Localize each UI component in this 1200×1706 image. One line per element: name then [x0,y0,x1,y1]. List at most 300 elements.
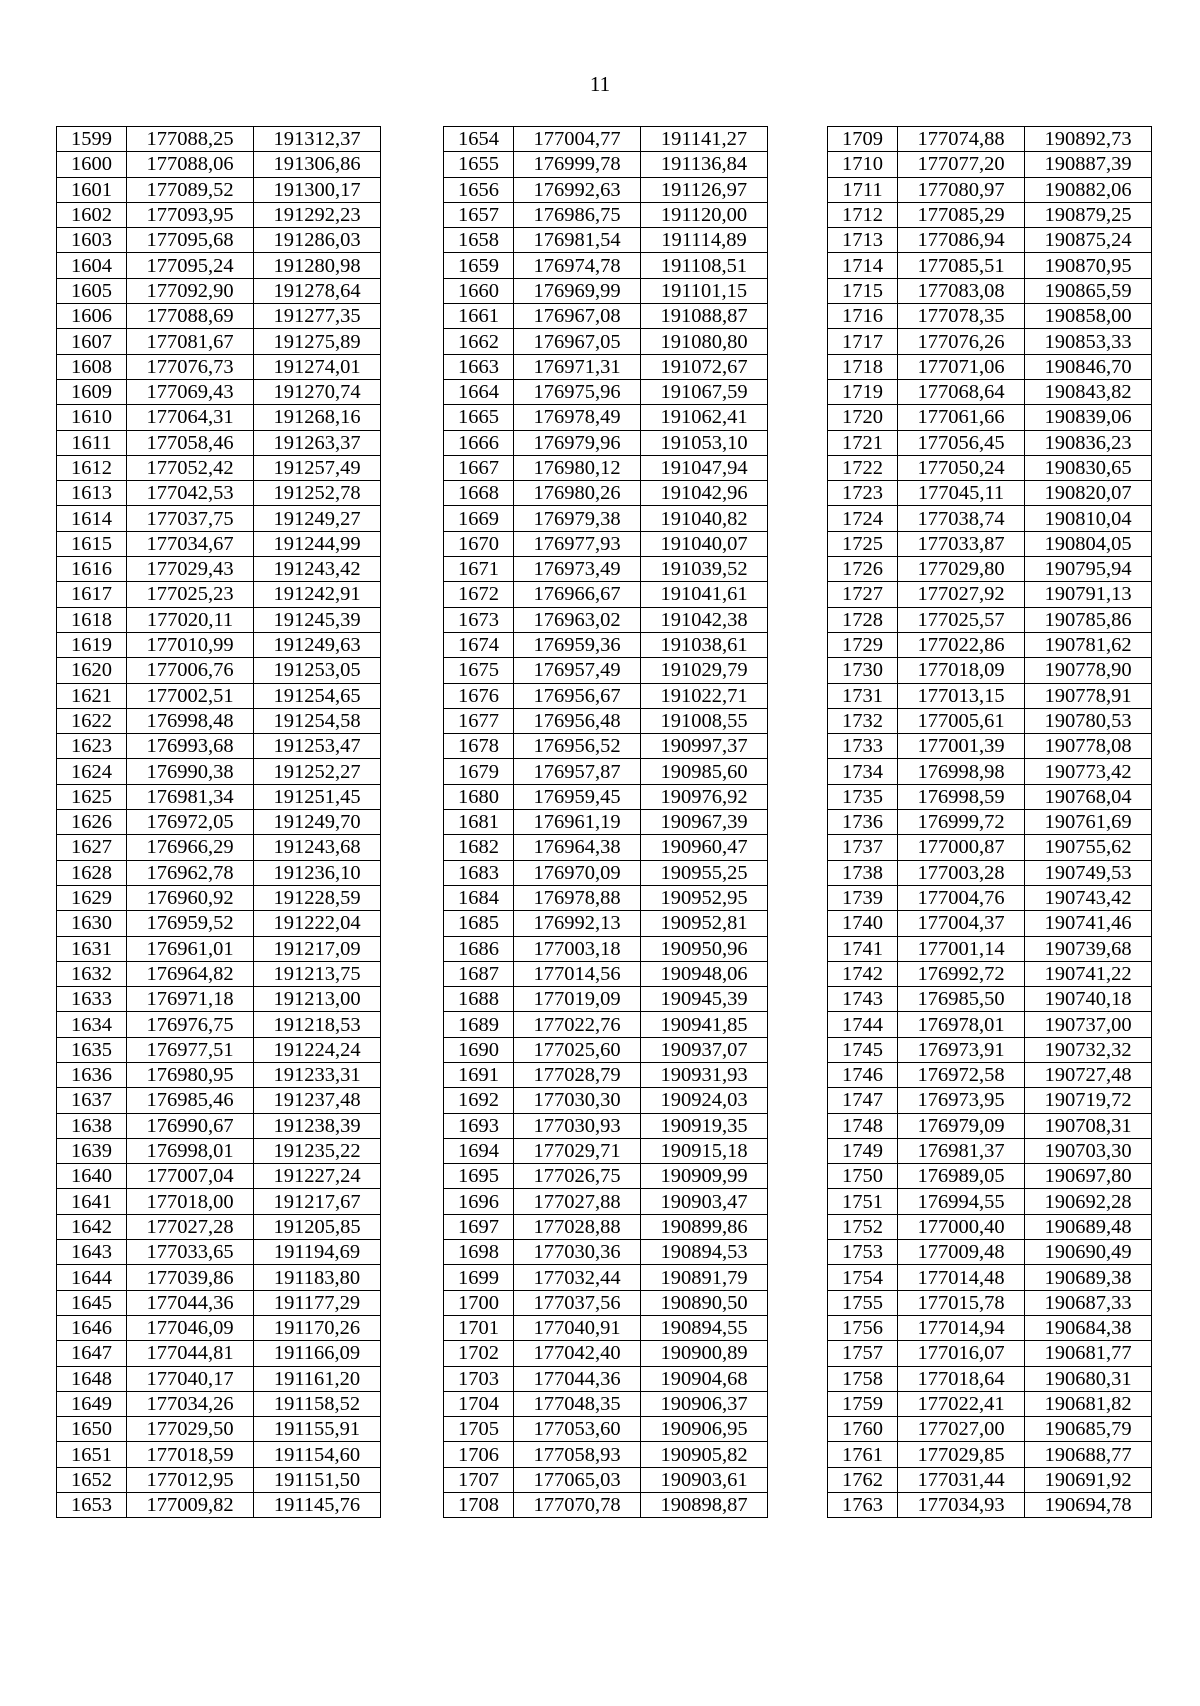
table-row [444,481,768,506]
point-number-cell: 1700 [444,1290,514,1315]
y-coordinate-cell: 190773,42 [1025,759,1152,784]
point-number-cell: 1667 [444,455,514,480]
y-coordinate-cell: 191245,39 [254,607,381,632]
table-row [828,911,1152,936]
point-number-cell: 1688 [444,987,514,1012]
table-row [444,152,768,177]
table-row [444,683,768,708]
point-number-cell: 1709 [828,127,898,152]
y-coordinate-cell: 191145,76 [254,1493,381,1518]
table-row [828,658,1152,683]
table-row [444,506,768,531]
y-coordinate-cell: 190915,18 [641,1138,768,1163]
point-number-cell: 1647 [57,1341,127,1366]
point-number-cell: 1661 [444,304,514,329]
x-coordinate-cell: 177016,07 [898,1341,1025,1366]
table-row [57,1012,381,1037]
y-coordinate-cell: 190898,87 [641,1493,768,1518]
table-row [57,1265,381,1290]
point-number-cell: 1637 [57,1088,127,1113]
y-coordinate-cell: 190697,80 [1025,1164,1152,1189]
point-number-cell: 1699 [444,1265,514,1290]
table-row [828,1088,1152,1113]
point-number-cell: 1679 [444,759,514,784]
x-coordinate-cell: 176994,55 [898,1189,1025,1214]
table-row [828,1164,1152,1189]
y-coordinate-cell: 191249,27 [254,506,381,531]
x-coordinate-cell: 176975,96 [514,379,641,404]
x-coordinate-cell: 176971,18 [127,987,254,1012]
y-coordinate-cell: 190732,32 [1025,1037,1152,1062]
y-coordinate-cell: 191218,53 [254,1012,381,1037]
table-row [57,835,381,860]
point-number-cell: 1687 [444,961,514,986]
point-number-cell: 1697 [444,1214,514,1239]
point-number-cell: 1706 [444,1442,514,1467]
table-row [444,632,768,657]
x-coordinate-cell: 176989,05 [898,1164,1025,1189]
y-coordinate-cell: 191228,59 [254,885,381,910]
y-coordinate-cell: 191042,96 [641,481,768,506]
table-row [57,708,381,733]
y-coordinate-cell: 191306,86 [254,152,381,177]
point-number-cell: 1721 [828,430,898,455]
x-coordinate-cell: 176963,02 [514,607,641,632]
table-row [444,987,768,1012]
point-number-cell: 1674 [444,632,514,657]
point-number-cell: 1643 [57,1240,127,1265]
table-row [828,455,1152,480]
table-row [828,506,1152,531]
point-number-cell: 1632 [57,961,127,986]
y-coordinate-cell: 191254,65 [254,683,381,708]
point-number-cell: 1691 [444,1062,514,1087]
table-row [828,379,1152,404]
table-row [444,1341,768,1366]
x-coordinate-cell: 177015,78 [898,1290,1025,1315]
x-coordinate-cell: 177071,06 [898,354,1025,379]
point-number-cell: 1690 [444,1037,514,1062]
table-row [828,607,1152,632]
point-number-cell: 1692 [444,1088,514,1113]
x-coordinate-cell: 176981,54 [514,228,641,253]
table-row [444,1391,768,1416]
x-coordinate-cell: 176981,37 [898,1138,1025,1163]
table-row [444,1062,768,1087]
point-number-cell: 1735 [828,784,898,809]
point-number-cell: 1678 [444,734,514,759]
point-number-cell: 1612 [57,455,127,480]
y-coordinate-cell: 190688,77 [1025,1442,1152,1467]
point-number-cell: 1701 [444,1315,514,1340]
point-number-cell: 1662 [444,329,514,354]
point-number-cell: 1625 [57,784,127,809]
table-row [444,582,768,607]
y-coordinate-cell: 190937,07 [641,1037,768,1062]
y-coordinate-cell: 190894,55 [641,1315,768,1340]
y-coordinate-cell: 191257,49 [254,455,381,480]
point-number-cell: 1684 [444,885,514,910]
x-coordinate-cell: 177025,23 [127,582,254,607]
table-row [57,1189,381,1214]
y-coordinate-cell: 190843,82 [1025,379,1152,404]
table-row [828,557,1152,582]
y-coordinate-cell: 190692,28 [1025,1189,1152,1214]
table-row [57,658,381,683]
table-row [57,177,381,202]
x-coordinate-cell: 177005,61 [898,708,1025,733]
y-coordinate-cell: 191300,17 [254,177,381,202]
point-number-cell: 1750 [828,1164,898,1189]
x-coordinate-cell: 176972,58 [898,1062,1025,1087]
point-number-cell: 1660 [444,278,514,303]
y-coordinate-cell: 191280,98 [254,253,381,278]
table-row [444,304,768,329]
table-row [57,1366,381,1391]
point-number-cell: 1755 [828,1290,898,1315]
x-coordinate-cell: 177074,88 [898,127,1025,152]
table-row [444,455,768,480]
y-coordinate-cell: 190952,81 [641,911,768,936]
table-row [444,1493,768,1518]
x-coordinate-cell: 176962,78 [127,860,254,885]
table-row [444,1366,768,1391]
y-coordinate-cell: 191047,94 [641,455,768,480]
x-coordinate-cell: 176999,78 [514,152,641,177]
x-coordinate-cell: 176992,63 [514,177,641,202]
point-number-cell: 1638 [57,1113,127,1138]
y-coordinate-cell: 190952,95 [641,885,768,910]
y-coordinate-cell: 191286,03 [254,228,381,253]
y-coordinate-cell: 191108,51 [641,253,768,278]
y-coordinate-cell: 190870,95 [1025,253,1152,278]
point-number-cell: 1604 [57,253,127,278]
table-row [828,127,1152,152]
table-row [444,228,768,253]
x-coordinate-cell: 177028,79 [514,1062,641,1087]
y-coordinate-cell: 190703,30 [1025,1138,1152,1163]
table-row [57,354,381,379]
x-coordinate-cell: 176980,26 [514,481,641,506]
point-number-cell: 1669 [444,506,514,531]
x-coordinate-cell: 177029,43 [127,557,254,582]
point-number-cell: 1641 [57,1189,127,1214]
y-coordinate-cell: 191217,09 [254,936,381,961]
y-coordinate-cell: 190891,79 [641,1265,768,1290]
y-coordinate-cell: 190945,39 [641,987,768,1012]
x-coordinate-cell: 176971,31 [514,354,641,379]
x-coordinate-cell: 177085,51 [898,253,1025,278]
point-number-cell: 1635 [57,1037,127,1062]
point-number-cell: 1676 [444,683,514,708]
point-number-cell: 1744 [828,1012,898,1037]
point-number-cell: 1672 [444,582,514,607]
point-number-cell: 1693 [444,1113,514,1138]
x-coordinate-cell: 176972,05 [127,810,254,835]
x-coordinate-cell: 177069,43 [127,379,254,404]
point-number-cell: 1666 [444,430,514,455]
point-number-cell: 1759 [828,1391,898,1416]
table-row [57,607,381,632]
table-row [57,557,381,582]
point-number-cell: 1619 [57,632,127,657]
y-coordinate-cell: 191312,37 [254,127,381,152]
y-coordinate-cell: 191252,78 [254,481,381,506]
x-coordinate-cell: 177040,91 [514,1315,641,1340]
y-coordinate-cell: 190950,96 [641,936,768,961]
y-coordinate-cell: 191008,55 [641,708,768,733]
x-coordinate-cell: 177000,40 [898,1214,1025,1239]
point-number-cell: 1615 [57,531,127,556]
point-number-cell: 1732 [828,708,898,733]
point-number-cell: 1752 [828,1214,898,1239]
table-row [57,911,381,936]
point-number-cell: 1726 [828,557,898,582]
y-coordinate-cell: 190690,49 [1025,1240,1152,1265]
x-coordinate-cell: 177030,93 [514,1113,641,1138]
point-number-cell: 1629 [57,885,127,910]
y-coordinate-cell: 191067,59 [641,379,768,404]
table-row [57,329,381,354]
x-coordinate-cell: 176970,09 [514,860,641,885]
y-coordinate-cell: 190894,53 [641,1240,768,1265]
point-number-cell: 1663 [444,354,514,379]
x-coordinate-cell: 176998,48 [127,708,254,733]
point-number-cell: 1743 [828,987,898,1012]
table-row [828,1366,1152,1391]
table-row [828,987,1152,1012]
point-number-cell: 1671 [444,557,514,582]
table-row [57,1315,381,1340]
x-coordinate-cell: 177078,35 [898,304,1025,329]
x-coordinate-cell: 177039,86 [127,1265,254,1290]
table-row [828,253,1152,278]
x-coordinate-cell: 177070,78 [514,1493,641,1518]
point-number-cell: 1639 [57,1138,127,1163]
x-coordinate-cell: 177046,09 [127,1315,254,1340]
x-coordinate-cell: 177077,20 [898,152,1025,177]
x-coordinate-cell: 177019,09 [514,987,641,1012]
x-coordinate-cell: 177007,04 [127,1164,254,1189]
x-coordinate-cell: 177034,93 [898,1493,1025,1518]
x-coordinate-cell: 177056,45 [898,430,1025,455]
point-number-cell: 1708 [444,1493,514,1518]
y-coordinate-cell: 190781,62 [1025,632,1152,657]
point-number-cell: 1702 [444,1341,514,1366]
point-number-cell: 1657 [444,202,514,227]
y-coordinate-cell: 190795,94 [1025,557,1152,582]
x-coordinate-cell: 177022,76 [514,1012,641,1037]
y-coordinate-cell: 190684,38 [1025,1315,1152,1340]
x-coordinate-cell: 177080,97 [898,177,1025,202]
point-number-cell: 1614 [57,506,127,531]
y-coordinate-cell: 190903,61 [641,1467,768,1492]
x-coordinate-cell: 176979,96 [514,430,641,455]
x-coordinate-cell: 177029,80 [898,557,1025,582]
point-number-cell: 1623 [57,734,127,759]
table-row [828,202,1152,227]
y-coordinate-cell: 190858,00 [1025,304,1152,329]
table-row [828,1290,1152,1315]
table-row [828,1493,1152,1518]
table-row [828,1037,1152,1062]
x-coordinate-cell: 176985,50 [898,987,1025,1012]
point-number-cell: 1722 [828,455,898,480]
x-coordinate-cell: 177028,88 [514,1214,641,1239]
table-row [444,278,768,303]
y-coordinate-cell: 190708,31 [1025,1113,1152,1138]
table-row [828,860,1152,885]
table-row [57,202,381,227]
table-row [57,936,381,961]
y-coordinate-cell: 191177,29 [254,1290,381,1315]
x-coordinate-cell: 177003,18 [514,936,641,961]
point-number-cell: 1739 [828,885,898,910]
x-coordinate-cell: 177095,68 [127,228,254,253]
point-number-cell: 1736 [828,810,898,835]
y-coordinate-cell: 190904,68 [641,1366,768,1391]
x-coordinate-cell: 177088,25 [127,127,254,152]
table-row [828,531,1152,556]
y-coordinate-cell: 191292,23 [254,202,381,227]
y-coordinate-cell: 191268,16 [254,405,381,430]
point-number-cell: 1718 [828,354,898,379]
point-number-cell: 1749 [828,1138,898,1163]
table-row [828,1341,1152,1366]
point-number-cell: 1714 [828,253,898,278]
y-coordinate-cell: 190997,37 [641,734,768,759]
point-number-cell: 1630 [57,911,127,936]
x-coordinate-cell: 177052,42 [127,455,254,480]
point-number-cell: 1738 [828,860,898,885]
point-number-cell: 1646 [57,1315,127,1340]
point-number-cell: 1600 [57,152,127,177]
x-coordinate-cell: 177044,36 [514,1366,641,1391]
x-coordinate-cell: 177076,26 [898,329,1025,354]
table-row [444,557,768,582]
x-coordinate-cell: 177018,64 [898,1366,1025,1391]
x-coordinate-cell: 176993,68 [127,734,254,759]
y-coordinate-cell: 191254,58 [254,708,381,733]
y-coordinate-cell: 190689,38 [1025,1265,1152,1290]
table-row [444,329,768,354]
table-row [444,734,768,759]
y-coordinate-cell: 191126,97 [641,177,768,202]
table-row [57,1467,381,1492]
x-coordinate-cell: 177048,35 [514,1391,641,1416]
y-coordinate-cell: 191170,26 [254,1315,381,1340]
x-coordinate-cell: 176999,72 [898,810,1025,835]
y-coordinate-cell: 190865,59 [1025,278,1152,303]
point-number-cell: 1645 [57,1290,127,1315]
table-row [828,1189,1152,1214]
y-coordinate-cell: 191072,67 [641,354,768,379]
point-number-cell: 1653 [57,1493,127,1518]
point-number-cell: 1613 [57,481,127,506]
x-coordinate-cell: 177026,75 [514,1164,641,1189]
point-number-cell: 1634 [57,1012,127,1037]
table-row [57,405,381,430]
table-row [57,127,381,152]
table-row [828,632,1152,657]
point-number-cell: 1617 [57,582,127,607]
table-row [828,810,1152,835]
table-row [444,708,768,733]
y-coordinate-cell: 190820,07 [1025,481,1152,506]
table-row [57,253,381,278]
x-coordinate-cell: 177086,94 [898,228,1025,253]
x-coordinate-cell: 177033,65 [127,1240,254,1265]
y-coordinate-cell: 191233,31 [254,1062,381,1087]
x-coordinate-cell: 176967,05 [514,329,641,354]
table-row [444,1113,768,1138]
point-number-cell: 1636 [57,1062,127,1087]
point-number-cell: 1665 [444,405,514,430]
table-row [444,1189,768,1214]
x-coordinate-cell: 177065,03 [514,1467,641,1492]
table-row [828,936,1152,961]
table-row [57,683,381,708]
table-row [444,1138,768,1163]
x-coordinate-cell: 177032,44 [514,1265,641,1290]
table-row [828,759,1152,784]
x-coordinate-cell: 176977,51 [127,1037,254,1062]
x-coordinate-cell: 177033,87 [898,531,1025,556]
y-coordinate-cell: 190830,65 [1025,455,1152,480]
point-number-cell: 1644 [57,1265,127,1290]
x-coordinate-cell: 177044,81 [127,1341,254,1366]
x-coordinate-cell: 177053,60 [514,1417,641,1442]
point-number-cell: 1611 [57,430,127,455]
x-coordinate-cell: 176959,52 [127,911,254,936]
y-coordinate-cell: 191053,10 [641,430,768,455]
y-coordinate-cell: 190931,93 [641,1062,768,1087]
y-coordinate-cell: 190681,77 [1025,1341,1152,1366]
table-row [57,961,381,986]
x-coordinate-cell: 177068,64 [898,379,1025,404]
table-row [57,531,381,556]
x-coordinate-cell: 176985,46 [127,1088,254,1113]
x-coordinate-cell: 176957,49 [514,658,641,683]
y-coordinate-cell: 191080,80 [641,329,768,354]
table-row [57,1113,381,1138]
y-coordinate-cell: 190694,78 [1025,1493,1152,1518]
table-row [828,329,1152,354]
point-number-cell: 1719 [828,379,898,404]
x-coordinate-cell: 176973,95 [898,1088,1025,1113]
table-row [444,1265,768,1290]
y-coordinate-cell: 190768,04 [1025,784,1152,809]
y-coordinate-cell: 190685,79 [1025,1417,1152,1442]
table-row [57,455,381,480]
x-coordinate-cell: 177095,24 [127,253,254,278]
y-coordinate-cell: 190924,03 [641,1088,768,1113]
point-number-cell: 1689 [444,1012,514,1037]
x-coordinate-cell: 177001,14 [898,936,1025,961]
point-number-cell: 1650 [57,1417,127,1442]
x-coordinate-cell: 177012,95 [127,1467,254,1492]
x-coordinate-cell: 176977,93 [514,531,641,556]
point-number-cell: 1694 [444,1138,514,1163]
x-coordinate-cell: 177076,73 [127,354,254,379]
point-number-cell: 1753 [828,1240,898,1265]
point-number-cell: 1742 [828,961,898,986]
x-coordinate-cell: 176956,48 [514,708,641,733]
y-coordinate-cell: 191275,89 [254,329,381,354]
y-coordinate-cell: 191253,05 [254,658,381,683]
y-coordinate-cell: 191183,80 [254,1265,381,1290]
table-row [828,683,1152,708]
